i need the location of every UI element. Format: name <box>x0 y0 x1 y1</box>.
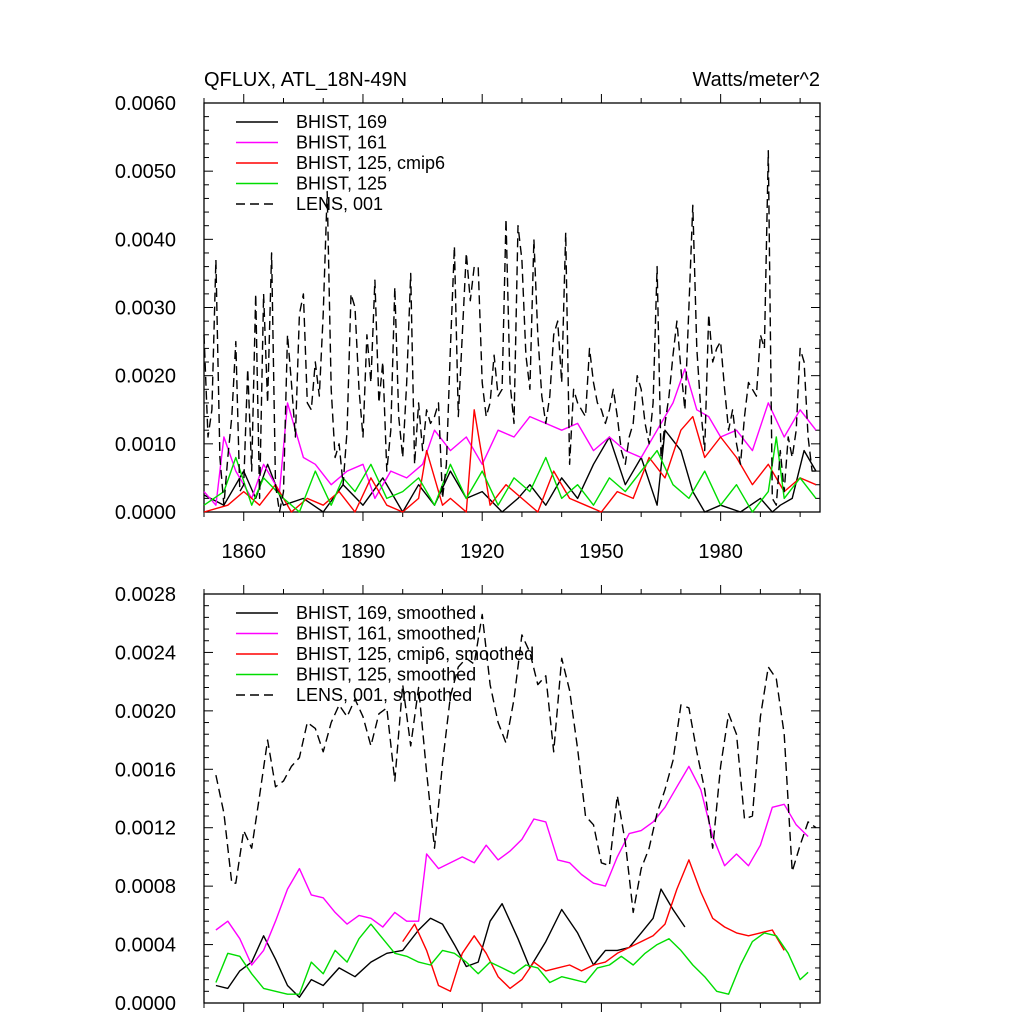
top-chart-title: QFLUX, ATL_18N-49N <box>204 69 408 91</box>
legend-label: BHIST, 161 <box>296 132 388 153</box>
top-panel <box>115 69 820 563</box>
series-line <box>403 860 785 991</box>
y-tick-label: 0.0000 <box>114 502 176 524</box>
y-tick-label: 0.0050 <box>114 161 176 184</box>
y-tick-label: 0.0004 <box>114 934 176 957</box>
legend-label: BHIST, 169 <box>296 112 388 132</box>
top-chart-units: Watts/meter^2 <box>692 69 820 91</box>
legend-label: BHIST, 125, smoothed <box>296 664 477 685</box>
y-tick-label: 0.0016 <box>114 759 176 782</box>
legend-label: BHIST, 161, smoothed <box>296 623 477 644</box>
x-tick-label: 1980 <box>698 541 743 563</box>
legend-label: BHIST, 169, smoothed <box>296 603 477 623</box>
legend-label: BHIST, 125, cmip6 <box>296 153 446 173</box>
y-tick-label: 0.0020 <box>114 365 176 388</box>
y-tick-label: 0.0000 <box>114 993 176 1015</box>
series-line <box>216 924 808 994</box>
x-tick-label: 1890 <box>340 541 386 563</box>
y-tick-label: 0.0040 <box>114 229 176 252</box>
y-tick-label: 0.0030 <box>114 297 176 320</box>
legend-label: BHIST, 125, cmip6, smoothed <box>296 644 535 664</box>
x-tick-label: 1860 <box>221 541 266 563</box>
bottom-legend <box>236 603 534 705</box>
y-tick-label: 0.0008 <box>114 876 176 899</box>
y-tick-label: 0.0020 <box>114 700 176 723</box>
series-line <box>204 410 816 512</box>
x-tick-label: 1950 <box>579 541 624 563</box>
legend-label: BHIST, 125 <box>296 173 388 194</box>
top-legend <box>236 112 445 214</box>
x-tick-label: 1920 <box>459 541 505 563</box>
bottom-panel <box>115 584 820 1015</box>
y-tick-label: 0.0010 <box>114 433 176 456</box>
y-tick-label: 0.0012 <box>114 817 176 840</box>
legend-label: LENS, 001 <box>296 194 384 214</box>
series-line <box>216 889 685 997</box>
legend-label: LENS, 001, smoothed <box>296 685 473 705</box>
y-tick-label: 0.0060 <box>114 93 176 115</box>
y-tick-label: 0.0028 <box>114 584 176 606</box>
series-line <box>216 766 808 965</box>
y-tick-label: 0.0024 <box>114 642 176 665</box>
